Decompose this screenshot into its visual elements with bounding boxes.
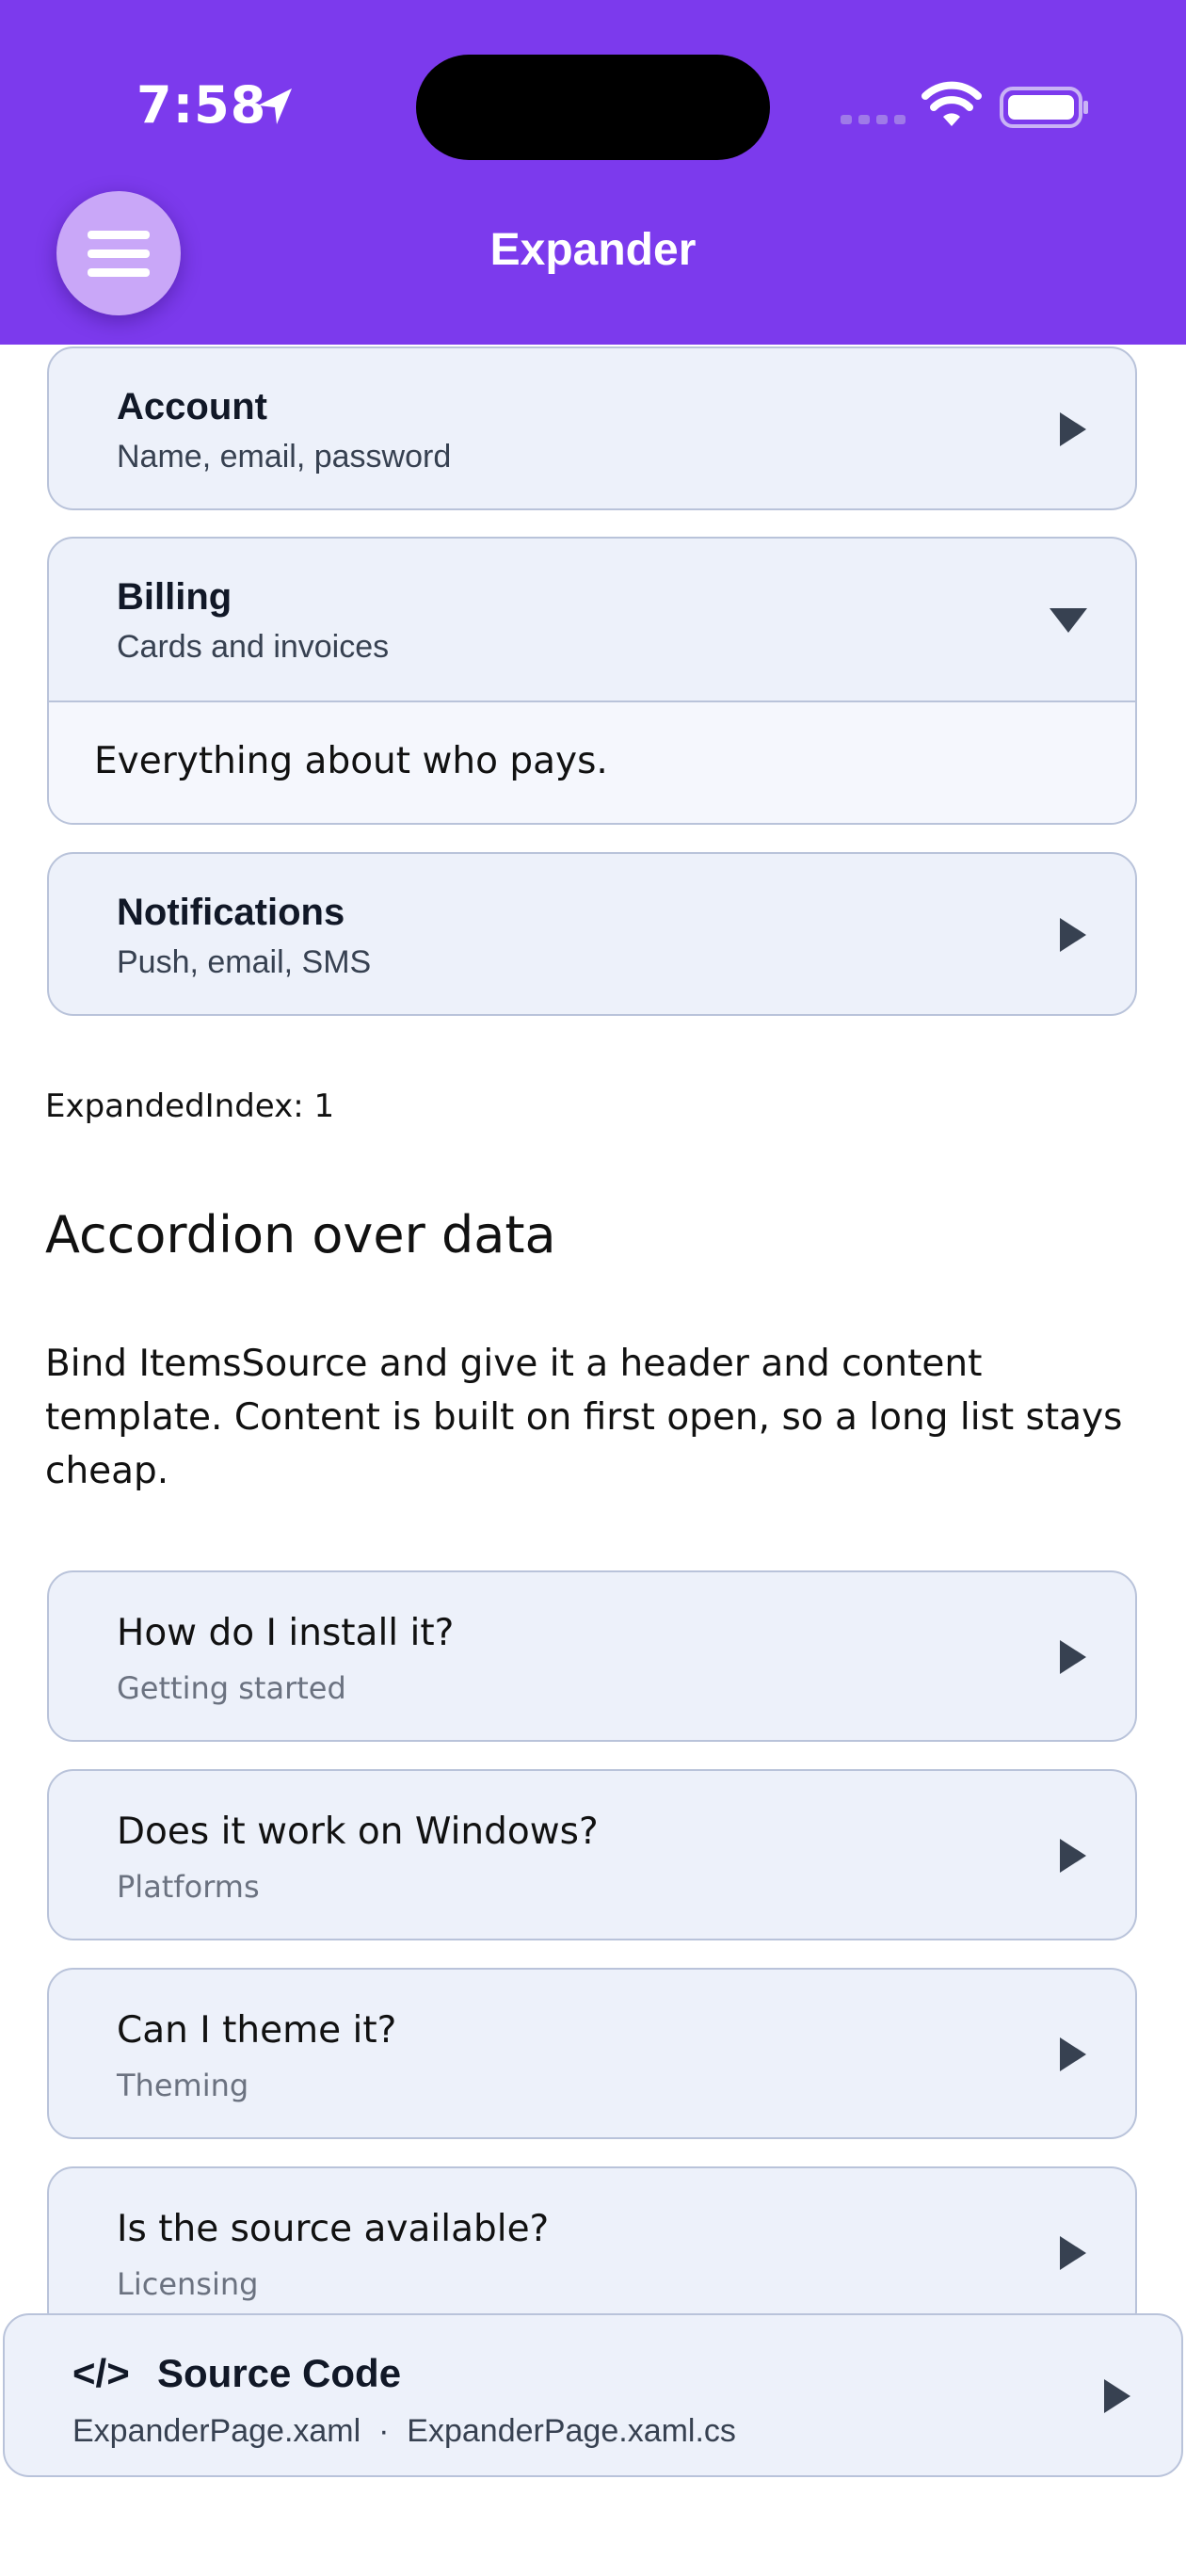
wifi-icon bbox=[921, 81, 983, 128]
faq-question: Does it work on Windows? bbox=[117, 1811, 599, 1853]
cellular-signal-icon bbox=[841, 113, 906, 126]
dynamic-island bbox=[416, 55, 770, 160]
expander-notifications[interactable] bbox=[47, 852, 1137, 1016]
expander-title: Billing bbox=[117, 576, 232, 618]
chevron-right-icon bbox=[1102, 2377, 1132, 2415]
expander-subtitle: Name, email, password bbox=[117, 439, 452, 475]
chevron-right-icon bbox=[1058, 2234, 1088, 2272]
faq-category: Platforms bbox=[117, 1869, 260, 1905]
faq-item[interactable] bbox=[47, 2166, 1137, 2338]
chevron-right-icon bbox=[1058, 2036, 1088, 2073]
chevron-right-icon bbox=[1058, 411, 1088, 448]
expander-title: Notifications bbox=[117, 892, 345, 933]
source-code-title: Source Code bbox=[157, 2351, 402, 2395]
expander-content bbox=[49, 700, 1135, 825]
section-description: Bind ItemsSource and give it a header and content template. Content is built on first open, so a long list stays cheap. bbox=[45, 1343, 1123, 1492]
chevron-right-icon bbox=[1058, 1638, 1088, 1676]
expander-subtitle: Cards and invoices bbox=[117, 629, 390, 665]
source-code-button[interactable] bbox=[3, 2313, 1183, 2477]
faq-question: How do I install it? bbox=[117, 1612, 455, 1654]
chevron-right-icon bbox=[1058, 916, 1088, 954]
expander-billing[interactable] bbox=[47, 537, 1137, 825]
location-arrow-icon bbox=[254, 87, 296, 128]
faq-category: Licensing bbox=[117, 2266, 259, 2302]
faq-question: Can I theme it? bbox=[117, 2009, 397, 2052]
chevron-down-icon bbox=[1049, 606, 1088, 635]
page-title: Expander bbox=[489, 225, 697, 275]
expander-account[interactable] bbox=[47, 346, 1137, 510]
app-header bbox=[0, 0, 1186, 345]
expander-subtitle: Push, email, SMS bbox=[117, 944, 372, 980]
chevron-right-icon bbox=[1058, 1837, 1088, 1875]
faq-category: Getting started bbox=[117, 1670, 346, 1706]
battery-icon bbox=[1000, 87, 1090, 128]
expander-content-text: Everything about who pays. bbox=[94, 740, 608, 782]
source-code-files: ExpanderPage.xaml · ExpanderPage.xaml.cs bbox=[72, 2413, 736, 2449]
hamburger-menu-button[interactable] bbox=[56, 191, 181, 315]
faq-item[interactable] bbox=[47, 1570, 1137, 1742]
faq-category: Theming bbox=[117, 2068, 249, 2103]
expander-title: Account bbox=[117, 386, 267, 427]
faq-item[interactable] bbox=[47, 1968, 1137, 2139]
section-heading: Accordion over data bbox=[45, 1205, 556, 1264]
expanded-index-label: ExpandedIndex: 1 bbox=[45, 1087, 335, 1125]
faq-item[interactable] bbox=[47, 1769, 1137, 1940]
faq-question: Is the source available? bbox=[117, 2208, 550, 2250]
code-icon: </> bbox=[72, 2351, 130, 2395]
status-time: 7:58 bbox=[136, 75, 267, 135]
